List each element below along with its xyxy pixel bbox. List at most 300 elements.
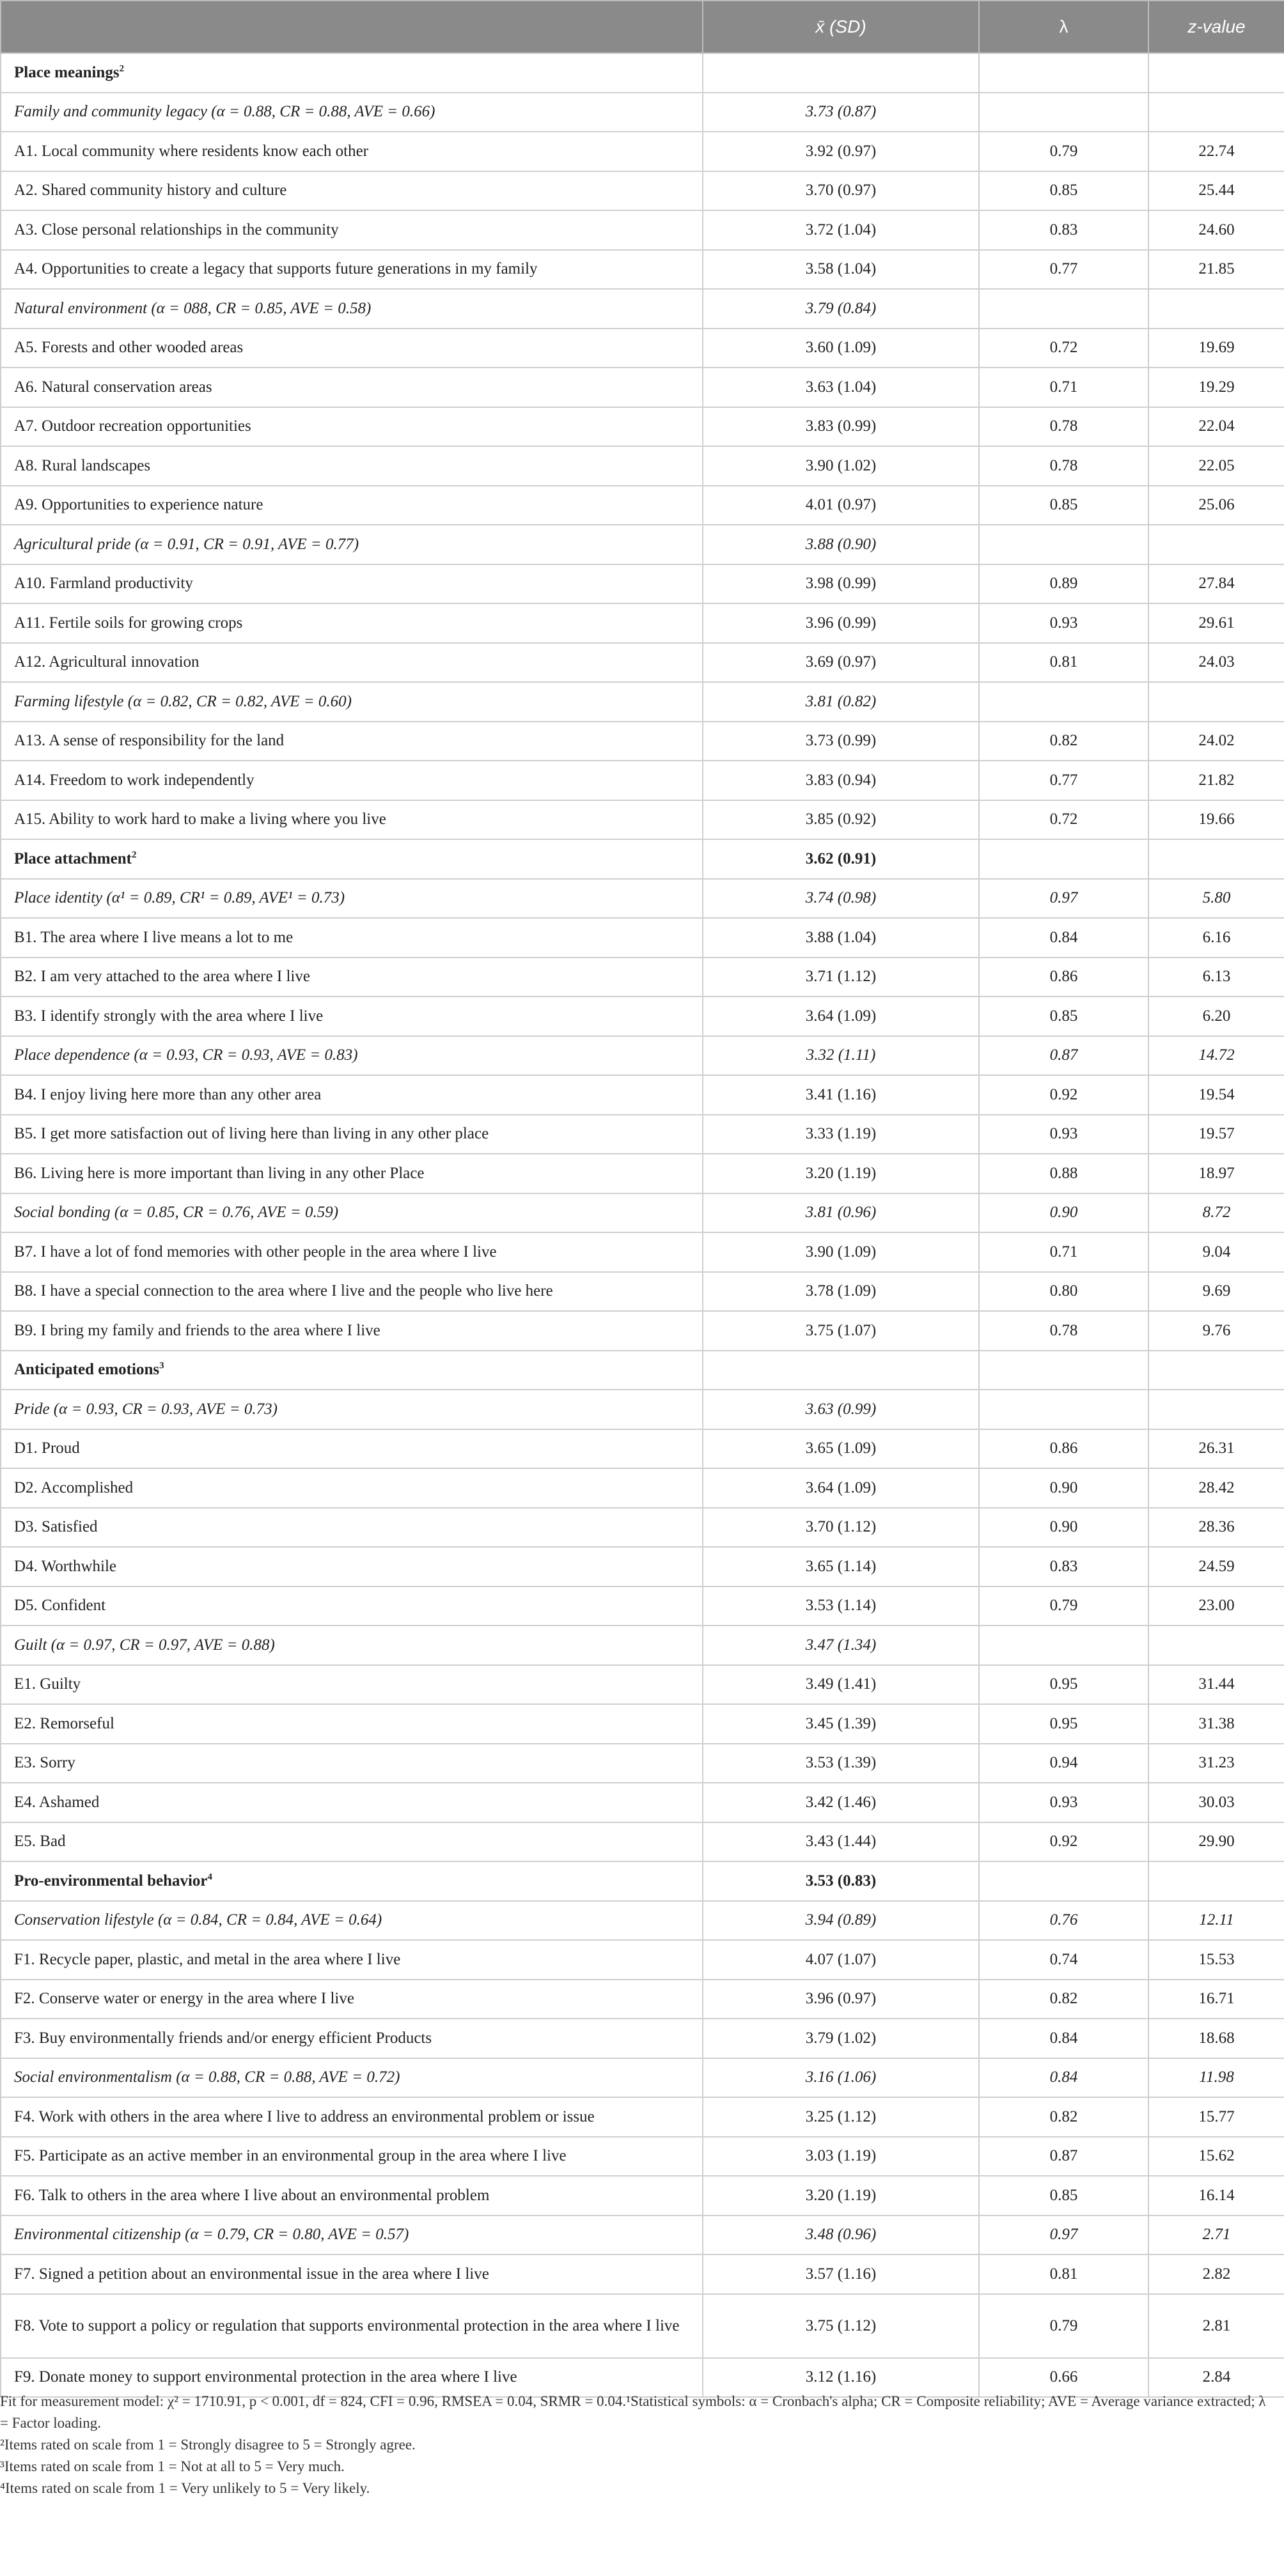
cell-lambda: 0.79 [979, 2294, 1148, 2358]
cell-lambda [979, 1626, 1148, 1665]
row-label-text: F5. Participate as an active member in an environmental group in the area where I live [14, 2147, 567, 2165]
cell-mean: 3.78 (1.09) [703, 1272, 979, 1312]
row-label [1, 1822, 703, 1862]
cell-lambda: 0.78 [979, 446, 1148, 486]
row-label-text: Social bonding (α = 0.85, CR = 0.76, AVE = 0.59) [14, 1204, 339, 1222]
row-label [1, 329, 703, 368]
item-row [1, 2176, 1284, 2215]
cell-z: 9.04 [1148, 1232, 1284, 1272]
cell-lambda [979, 1390, 1148, 1429]
cell-lambda [979, 1351, 1148, 1390]
cell-z: 25.06 [1148, 486, 1284, 525]
row-label [1, 1429, 703, 1469]
cell-mean: 3.33 (1.19) [703, 1115, 979, 1154]
cell-lambda [979, 525, 1148, 564]
item-row [1, 368, 1284, 407]
row-label-text: Conservation lifestyle (α = 0.84, CR = 0.84, AVE = 0.64) [14, 1911, 382, 1929]
cell-lambda: 0.93 [979, 1115, 1148, 1154]
row-label [1, 2058, 703, 2098]
row-label-text: E5. Bad [14, 1833, 66, 1851]
row-label [1, 1115, 703, 1154]
cell-z: 22.74 [1148, 132, 1284, 171]
cell-lambda [979, 1861, 1148, 1901]
subscale-row [1, 93, 1284, 132]
footnote-2: ²Items rated on scale from 1 = Strongly disagree to 5 = Strongly agree. [0, 2437, 416, 2453]
cell-mean: 3.70 (0.97) [703, 171, 979, 211]
cell-lambda: 0.80 [979, 1272, 1148, 1312]
row-label [1, 1665, 703, 1705]
subscale-row [1, 2215, 1284, 2255]
row-label-text: B6. Living here is more important than living in any other Place [14, 1164, 425, 1182]
row-label-text: A4. Opportunities to create a legacy that supports future generations in my family [14, 260, 538, 278]
row-label [1, 958, 703, 997]
cell-lambda: 0.84 [979, 918, 1148, 958]
row-label [1, 1547, 703, 1587]
row-label [1, 682, 703, 722]
cell-lambda: 0.82 [979, 722, 1148, 761]
cell-z: 2.81 [1148, 2294, 1284, 2358]
cell-mean: 3.25 (1.12) [703, 2097, 979, 2137]
cell-mean: 3.32 (1.11) [703, 1036, 979, 1076]
row-label [1, 1626, 703, 1665]
cell-lambda: 0.88 [979, 1154, 1148, 1193]
section-row [1, 1861, 1284, 1901]
cell-mean: 3.92 (0.97) [703, 132, 979, 171]
cell-lambda: 0.85 [979, 486, 1148, 525]
table-body [1, 53, 1284, 2397]
cell-mean: 3.83 (0.99) [703, 407, 979, 447]
item-row [1, 958, 1284, 997]
row-label-text: A11. Fertile soils for growing crops [14, 614, 243, 632]
row-label [1, 132, 703, 171]
cell-mean: 3.63 (0.99) [703, 1390, 979, 1429]
row-label [1, 1940, 703, 1980]
cell-lambda: 0.87 [979, 2137, 1148, 2176]
subscale-row [1, 525, 1284, 564]
cell-mean: 3.43 (1.44) [703, 1822, 979, 1862]
cell-z: 22.05 [1148, 446, 1284, 486]
cell-lambda: 0.86 [979, 1429, 1148, 1469]
footnote-3: ³Items rated on scale from 1 = Not at all to 5 = Very much. [0, 2458, 345, 2474]
cell-lambda: 0.72 [979, 800, 1148, 840]
row-label [1, 2215, 703, 2255]
row-label [1, 1508, 703, 1548]
item-row [1, 329, 1284, 368]
row-label-text: B4. I enjoy living here more than any other area [14, 1085, 322, 1103]
cell-mean: 3.79 (0.84) [703, 289, 979, 329]
row-label-text: Social environmentalism (α = 0.88, CR = 0.88, AVE = 0.72) [14, 2068, 400, 2086]
row-label-text: B9. I bring my family and friends to the area where I live [14, 1321, 380, 1339]
cell-mean: 3.94 (0.89) [703, 1901, 979, 1941]
row-label-text: A10. Farmland productivity [14, 575, 193, 593]
footnote-marker: 4 [207, 1872, 213, 1882]
footnote-4: ⁴Items rated on scale from 1 = Very unlikely to 5 = Very likely. [0, 2480, 370, 2496]
subscale-row [1, 682, 1284, 722]
item-row [1, 1154, 1284, 1193]
cell-lambda: 0.90 [979, 1508, 1148, 1548]
row-label-text: Farming lifestyle (α = 0.82, CR = 0.82, AVE = 0.60) [14, 692, 352, 710]
row-label [1, 1351, 703, 1390]
header-mean-sd: x̄ (SD) [703, 1, 979, 53]
row-label [1, 1193, 703, 1233]
cell-lambda: 0.85 [979, 2176, 1148, 2215]
cell-mean: 3.90 (1.09) [703, 1232, 979, 1272]
row-label-text: A5. Forests and other wooded areas [14, 339, 244, 357]
row-label-text: E2. Remorseful [14, 1714, 114, 1732]
cell-z: 30.03 [1148, 1783, 1284, 1822]
header-lambda: λ [979, 1, 1148, 53]
cell-mean: 3.60 (1.09) [703, 329, 979, 368]
cell-z: 15.62 [1148, 2137, 1284, 2176]
row-label [1, 1232, 703, 1272]
cell-mean: 3.57 (1.16) [703, 2254, 979, 2294]
cell-mean: 3.88 (0.90) [703, 525, 979, 564]
subscale-row [1, 879, 1284, 919]
item-row [1, 2019, 1284, 2058]
row-label [1, 603, 703, 643]
cell-lambda: 0.89 [979, 564, 1148, 604]
row-label-text: A9. Opportunities to experience nature [14, 496, 263, 514]
item-row [1, 486, 1284, 525]
cell-z: 21.85 [1148, 250, 1284, 290]
row-label-text: Guilt (α = 0.97, CR = 0.97, AVE = 0.88) [14, 1636, 275, 1654]
cell-lambda: 0.85 [979, 997, 1148, 1036]
cell-lambda: 0.77 [979, 761, 1148, 800]
cell-mean: 3.96 (0.97) [703, 1980, 979, 2019]
cell-mean: 3.53 (1.14) [703, 1587, 979, 1626]
cell-z: 31.23 [1148, 1744, 1284, 1783]
footnote-fit: Fit for measurement model: χ² = 1710.91, p < 0.001, df = 824, CFI = 0.96, RMSEA = 0.04, SRMR = 0.04.¹Statistical symbols: α = Cronbach's alpha; CR = Composite reliability; AVE = Average variance extracted; λ = Factor loading. [0, 2393, 1266, 2431]
item-row [1, 564, 1284, 604]
row-label-text: D4. Worthwhile [14, 1557, 117, 1575]
cell-lambda: 0.72 [979, 329, 1148, 368]
row-label [1, 997, 703, 1036]
cell-z: 31.44 [1148, 1665, 1284, 1705]
cell-lambda: 0.71 [979, 1232, 1148, 1272]
cell-z: 9.69 [1148, 1272, 1284, 1312]
row-label-text: E3. Sorry [14, 1754, 75, 1772]
row-label [1, 289, 703, 329]
cell-z: 14.72 [1148, 1036, 1284, 1076]
cell-lambda: 0.78 [979, 407, 1148, 447]
cell-z [1148, 289, 1284, 329]
cell-z: 31.38 [1148, 1704, 1284, 1744]
row-label [1, 525, 703, 564]
cell-lambda: 0.94 [979, 1744, 1148, 1783]
row-label-text: Agricultural pride (α = 0.91, CR = 0.91, AVE = 0.77) [14, 535, 359, 553]
cell-lambda: 0.84 [979, 2058, 1148, 2098]
cell-mean: 3.81 (0.96) [703, 1193, 979, 1233]
cell-mean: 3.73 (0.99) [703, 722, 979, 761]
row-label-text: A15. Ability to work hard to make a living where you live [14, 811, 386, 828]
item-row [1, 761, 1284, 800]
footnote-marker: 3 [159, 1360, 164, 1371]
cell-lambda: 0.86 [979, 958, 1148, 997]
cell-lambda: 0.74 [979, 1940, 1148, 1980]
cell-z: 21.82 [1148, 761, 1284, 800]
cell-mean: 3.53 (0.83) [703, 1861, 979, 1901]
cell-z [1148, 839, 1284, 879]
item-row [1, 1429, 1284, 1469]
cell-mean: 3.20 (1.19) [703, 1154, 979, 1193]
cell-lambda [979, 839, 1148, 879]
row-label [1, 1036, 703, 1076]
row-label-text: F1. Recycle paper, plastic, and metal in the area where I live [14, 1950, 401, 1968]
cell-lambda: 0.90 [979, 1193, 1148, 1233]
row-label [1, 1587, 703, 1626]
header-z-value: z-value [1148, 1, 1284, 53]
row-label-text: Place identity (α¹ = 0.89, CR¹ = 0.89, AVE¹ = 0.73) [14, 889, 345, 907]
cell-lambda: 0.95 [979, 1704, 1148, 1744]
row-label [1, 2254, 703, 2294]
cell-z: 18.68 [1148, 2019, 1284, 2058]
cell-mean: 3.69 (0.97) [703, 643, 979, 683]
header-row [1, 1, 1284, 53]
row-label [1, 564, 703, 604]
row-label-text: Place meanings [14, 63, 120, 81]
row-label [1, 1390, 703, 1429]
item-row [1, 1940, 1284, 1980]
cell-mean: 3.73 (0.87) [703, 93, 979, 132]
row-label-text: E1. Guilty [14, 1675, 81, 1693]
row-label-text: Pro-environmental behavior [14, 1872, 208, 1889]
row-label [1, 879, 703, 919]
cell-mean: 4.01 (0.97) [703, 486, 979, 525]
cell-z: 5.80 [1148, 879, 1284, 919]
item-row [1, 1468, 1284, 1508]
section-row [1, 53, 1284, 93]
item-row [1, 603, 1284, 643]
item-row [1, 210, 1284, 250]
cell-lambda: 0.79 [979, 1587, 1148, 1626]
item-row [1, 2294, 1284, 2358]
cell-lambda: 0.66 [979, 2358, 1148, 2398]
subscale-row [1, 1626, 1284, 1665]
item-row [1, 722, 1284, 761]
item-row [1, 1508, 1284, 1548]
cell-z: 12.11 [1148, 1901, 1284, 1941]
cell-mean: 3.41 (1.16) [703, 1075, 979, 1115]
cell-mean: 3.65 (1.09) [703, 1429, 979, 1469]
cell-mean: 3.75 (1.12) [703, 2294, 979, 2358]
row-label [1, 171, 703, 211]
row-label [1, 407, 703, 447]
row-label-text: A6. Natural conservation areas [14, 378, 212, 396]
cell-z [1148, 93, 1284, 132]
row-label [1, 1744, 703, 1783]
item-row [1, 1744, 1284, 1783]
cell-lambda [979, 682, 1148, 722]
cell-mean: 3.45 (1.39) [703, 1704, 979, 1744]
cell-mean: 3.72 (1.04) [703, 210, 979, 250]
item-row [1, 1272, 1284, 1312]
subscale-row [1, 1036, 1284, 1076]
cell-lambda: 0.78 [979, 1311, 1148, 1351]
cell-z: 22.04 [1148, 407, 1284, 447]
cell-mean: 3.90 (1.02) [703, 446, 979, 486]
row-label [1, 1861, 703, 1901]
row-label-text: A12. Agricultural innovation [14, 653, 200, 671]
row-label-text: A14. Freedom to work independently [14, 771, 254, 789]
row-label [1, 2019, 703, 2058]
item-row [1, 171, 1284, 211]
row-label-text: A8. Rural landscapes [14, 456, 151, 474]
cell-mean: 3.88 (1.04) [703, 918, 979, 958]
item-row [1, 1822, 1284, 1862]
row-label-text: D3. Satisfied [14, 1518, 98, 1536]
cell-lambda: 0.77 [979, 250, 1148, 290]
cell-z [1148, 53, 1284, 93]
cell-z: 6.20 [1148, 997, 1284, 1036]
cell-z: 28.42 [1148, 1468, 1284, 1508]
cell-mean: 3.98 (0.99) [703, 564, 979, 604]
cell-mean: 4.07 (1.07) [703, 1940, 979, 1980]
subscale-row [1, 1390, 1284, 1429]
cell-mean: 3.62 (0.91) [703, 839, 979, 879]
row-label [1, 839, 703, 879]
subscale-row [1, 2058, 1284, 2098]
item-row [1, 2137, 1284, 2176]
item-row [1, 1783, 1284, 1822]
cell-z: 15.53 [1148, 1940, 1284, 1980]
cell-z: 19.29 [1148, 368, 1284, 407]
cell-mean: 3.71 (1.12) [703, 958, 979, 997]
cell-lambda: 0.83 [979, 1547, 1148, 1587]
row-label-text: D5. Confident [14, 1597, 106, 1615]
row-label [1, 368, 703, 407]
row-label [1, 210, 703, 250]
row-label [1, 446, 703, 486]
cell-z: 27.84 [1148, 564, 1284, 604]
row-label-text: Natural environment (α = 088, CR = 0.85, AVE = 0.58) [14, 299, 372, 317]
cell-mean: 3.42 (1.46) [703, 1783, 979, 1822]
cell-lambda: 0.97 [979, 2215, 1148, 2255]
item-row [1, 250, 1284, 290]
cell-z: 9.76 [1148, 1311, 1284, 1351]
row-label [1, 761, 703, 800]
cell-lambda [979, 93, 1148, 132]
subscale-row [1, 1193, 1284, 1233]
cell-z: 19.54 [1148, 1075, 1284, 1115]
cell-z [1148, 1626, 1284, 1665]
row-label-text: A3. Close personal relationships in the community [14, 221, 339, 238]
row-label-text: D2. Accomplished [14, 1478, 134, 1496]
cell-z: 19.57 [1148, 1115, 1284, 1154]
cell-mean: 3.48 (0.96) [703, 2215, 979, 2255]
cell-mean: 3.81 (0.82) [703, 682, 979, 722]
row-label-text: A2. Shared community history and culture [14, 182, 287, 199]
item-row [1, 643, 1284, 683]
cell-z: 18.97 [1148, 1154, 1284, 1193]
row-label-text: B3. I identify strongly with the area where I live [14, 1007, 324, 1025]
cell-z: 24.60 [1148, 210, 1284, 250]
cell-mean: 3.75 (1.07) [703, 1311, 979, 1351]
item-row [1, 800, 1284, 840]
cell-mean: 3.74 (0.98) [703, 879, 979, 919]
cell-mean: 3.12 (1.16) [703, 2358, 979, 2398]
item-row [1, 132, 1284, 171]
footnote-marker: 2 [131, 850, 137, 860]
row-label [1, 918, 703, 958]
cell-lambda: 0.84 [979, 2019, 1148, 2058]
cell-mean: 3.64 (1.09) [703, 1468, 979, 1508]
row-label [1, 722, 703, 761]
row-label-text: B1. The area where I live means a lot to me [14, 928, 294, 946]
item-row [1, 1980, 1284, 2019]
table-footnotes [0, 2391, 1272, 2499]
row-label [1, 643, 703, 683]
cell-lambda: 0.92 [979, 1075, 1148, 1115]
row-label [1, 2137, 703, 2176]
row-label-text: A7. Outdoor recreation opportunities [14, 417, 251, 435]
row-label-text: F6. Talk to others in the area where I live about an environmental problem [14, 2186, 490, 2204]
row-label [1, 93, 703, 132]
cell-z [1148, 525, 1284, 564]
cell-lambda: 0.71 [979, 368, 1148, 407]
cell-z: 24.59 [1148, 1547, 1284, 1587]
row-label-text: F4. Work with others in the area where I live to address an environmental problem or issue [14, 2107, 595, 2125]
row-label-text: F9. Donate money to support environmental protection in the area where I live [14, 2368, 517, 2386]
cell-mean: 3.65 (1.14) [703, 1547, 979, 1587]
cell-lambda: 0.93 [979, 603, 1148, 643]
row-label [1, 800, 703, 840]
cell-z: 16.71 [1148, 1980, 1284, 2019]
row-label [1, 1468, 703, 1508]
cell-lambda: 0.92 [979, 1822, 1148, 1862]
cell-mean: 3.83 (0.94) [703, 761, 979, 800]
cell-z: 2.82 [1148, 2254, 1284, 2294]
cell-lambda: 0.97 [979, 879, 1148, 919]
cell-z: 19.66 [1148, 800, 1284, 840]
row-label [1, 1311, 703, 1351]
row-label [1, 2294, 703, 2358]
row-label-text: F3. Buy environmentally friends and/or energy efficient Products [14, 2029, 432, 2047]
cell-z [1148, 1861, 1284, 1901]
item-row [1, 1232, 1284, 1272]
cell-z: 16.14 [1148, 2176, 1284, 2215]
cell-lambda: 0.95 [979, 1665, 1148, 1705]
cell-z: 26.31 [1148, 1429, 1284, 1469]
cell-z: 24.02 [1148, 722, 1284, 761]
row-label [1, 1272, 703, 1312]
cell-z: 19.69 [1148, 329, 1284, 368]
cell-lambda: 0.81 [979, 643, 1148, 683]
cell-lambda [979, 289, 1148, 329]
cell-mean: 3.20 (1.19) [703, 2176, 979, 2215]
row-label [1, 1704, 703, 1744]
cell-lambda: 0.90 [979, 1468, 1148, 1508]
cell-mean: 3.79 (1.02) [703, 2019, 979, 2058]
row-label-text: B2. I am very attached to the area where I live [14, 968, 310, 986]
cell-z: 25.44 [1148, 171, 1284, 211]
item-row [1, 997, 1284, 1036]
cell-mean: 3.96 (0.99) [703, 603, 979, 643]
cell-mean: 3.47 (1.34) [703, 1626, 979, 1665]
footnote-marker: 2 [119, 63, 125, 74]
cell-lambda: 0.76 [979, 1901, 1148, 1941]
row-label-text: Family and community legacy (α = 0.88, CR = 0.88, AVE = 0.66) [14, 103, 435, 121]
cell-mean: 3.58 (1.04) [703, 250, 979, 290]
cell-z [1148, 1351, 1284, 1390]
row-label [1, 1783, 703, 1822]
row-label [1, 2176, 703, 2215]
row-label-text: B8. I have a special connection to the area where I live and the people who live here [14, 1282, 553, 1300]
cell-mean: 3.64 (1.09) [703, 997, 979, 1036]
row-label-text: F8. Vote to support a policy or regulation that supports environmental protection in the area where I live [14, 2316, 680, 2334]
cell-z: 29.61 [1148, 603, 1284, 643]
item-row [1, 1311, 1284, 1351]
section-row [1, 839, 1284, 879]
